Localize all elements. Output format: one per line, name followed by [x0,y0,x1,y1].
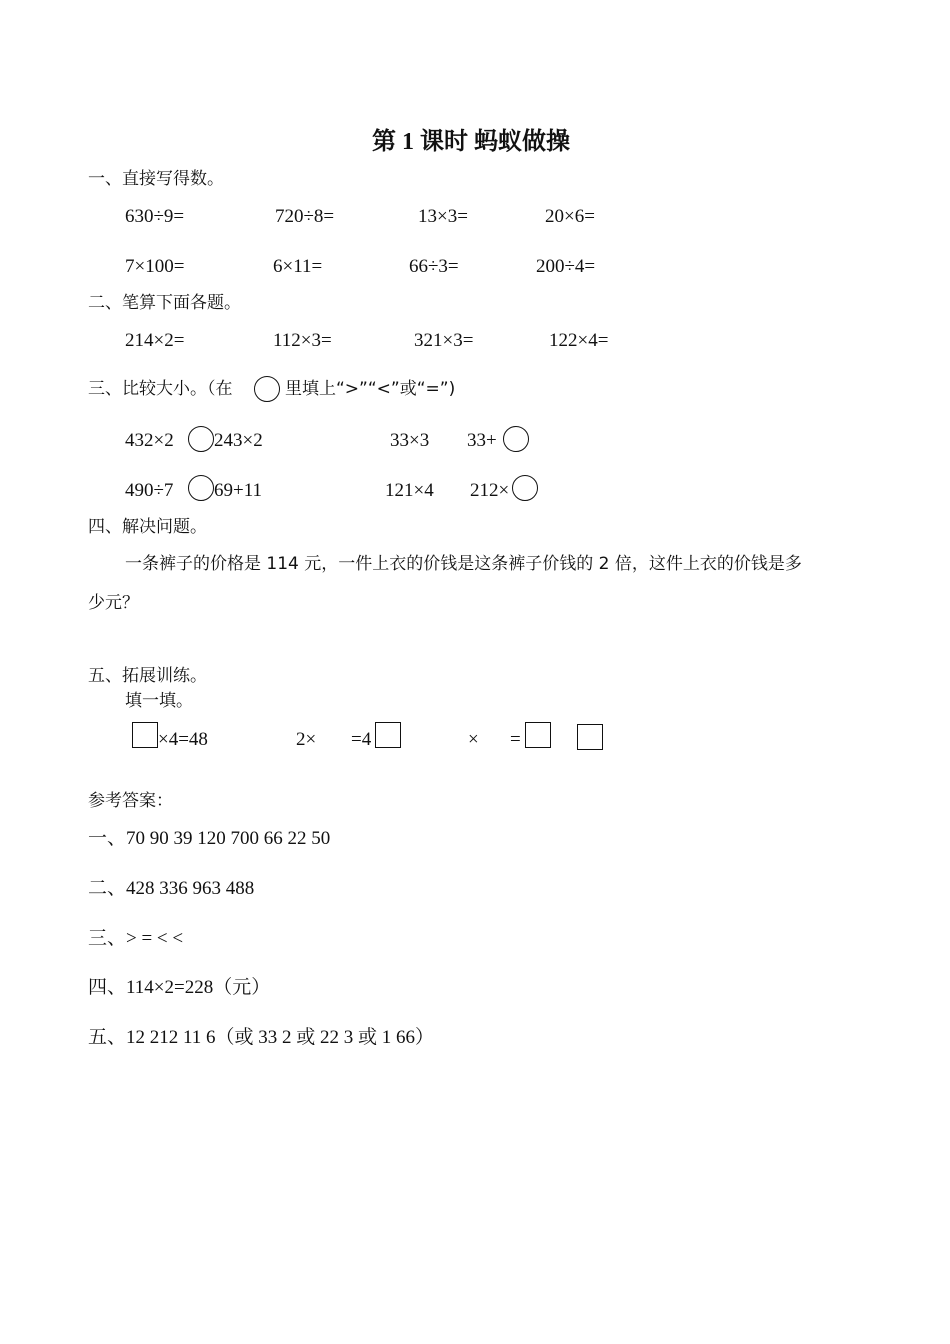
s1-q4: 20×6= [545,206,595,227]
s3-q2-answer-circle[interactable] [503,426,529,452]
answer-2: 二、428 336 963 488 [88,878,255,899]
s3-q3-answer-circle[interactable] [188,475,214,501]
s2-q3: 321×3= [414,330,474,351]
s2-q2: 112×3= [273,330,332,351]
s3-q2-right: 33+ [467,430,497,451]
circle-blank-icon [254,376,280,402]
s1-q8: 200÷4= [536,256,596,277]
s3-q3-right: 69+11 [214,480,263,501]
s1-q6: 6×11= [273,256,323,277]
s3-q1-left: 432×2 [125,430,174,451]
answer-1: 一、70 90 39 120 700 66 22 50 [88,828,331,849]
section-4-heading: 四、解决问题。 [88,517,207,537]
s1-q5: 7×100= [125,256,185,277]
s3-q3-left: 490÷7 [125,480,174,501]
s3-q1-right: 243×2 [214,430,263,451]
fill-box-1[interactable] [132,722,158,748]
s2-q1: 214×2= [125,330,185,351]
s3-q4-left: 121×4 [385,480,434,501]
fill-box-2[interactable] [375,722,401,748]
section-3-heading-end: 里填上“>”“<”或“=”) [285,379,456,399]
s5-eq3-times: × [468,729,479,750]
s3-q4-answer-circle[interactable] [512,475,538,501]
fill-box-4[interactable] [577,724,603,750]
page-title: 第 1 课时 蚂蚁做操 [372,129,570,155]
section-1-heading: 一、直接写得数。 [88,169,224,189]
word-problem-line-1: 一条裤子的价格是 114 元，一件上衣的价钱是这条裤子价钱的 2 倍，这件上衣的价钱是多 [125,554,802,574]
s1-q2: 720÷8= [275,206,335,227]
s5-eq1-text: ×4=48 [158,729,208,750]
answer-5: 五、12 212 11 6（或 33 2 或 22 3 或 1 66） [88,1027,435,1048]
s1-q7: 66÷3= [409,256,459,277]
word-problem-line-2: 少元？ [88,593,139,613]
section-2-heading: 二、笔算下面各题。 [88,293,241,313]
answers-heading: 参考答案： [88,791,173,811]
s1-q1: 630÷9= [125,206,185,227]
s1-q3: 13×3= [418,206,468,227]
section-3-heading-start: 三、比较大小。（在 [88,379,233,399]
s5-eq2-right: =4 [351,729,372,750]
fill-box-3[interactable] [525,722,551,748]
s3-q1-answer-circle[interactable] [188,426,214,452]
answer-3: 三、> = < < [88,928,184,949]
section-5-heading: 五、拓展训练。 [88,666,207,686]
answer-4: 四、114×2=228（元） [88,977,271,998]
section-5-subheading: 填一填。 [125,691,193,711]
s3-q4-right: 212× [470,480,510,501]
s2-q4: 122×4= [549,330,609,351]
s5-eq3-equals: = [510,729,521,750]
s5-eq2-left: 2× [296,729,317,750]
s3-q2-left: 33×3 [390,430,430,451]
